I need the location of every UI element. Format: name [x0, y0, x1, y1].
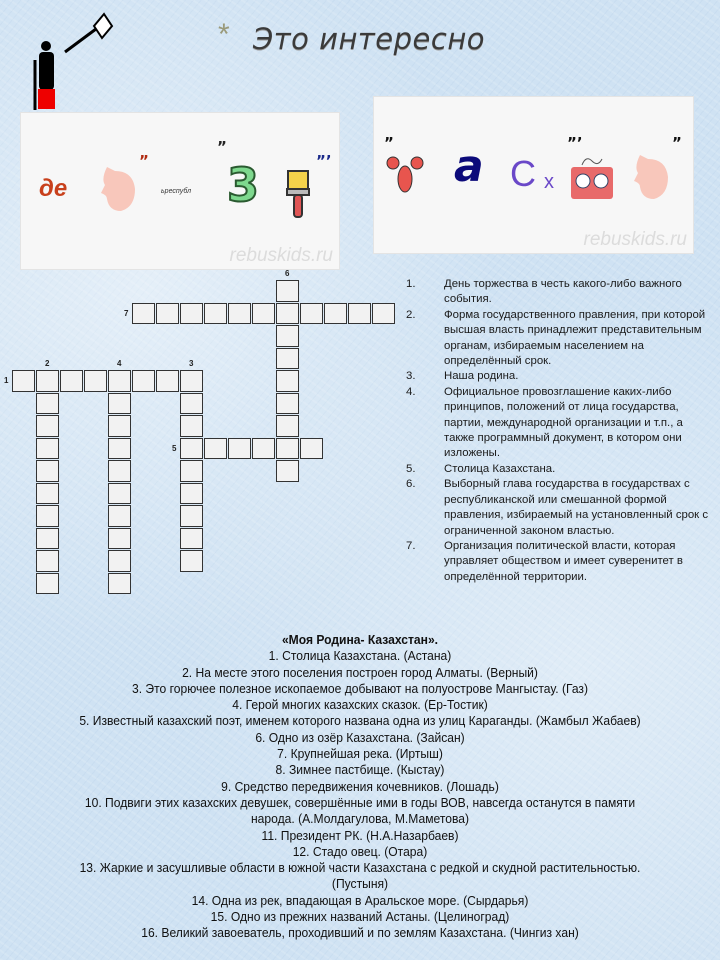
quiz-line: 11. Президент РК. (Н.А.Назарбаев) [261, 827, 459, 843]
clue-text: День торжества в честь какого-либо важного события. [444, 278, 682, 306]
crossword-cell[interactable] [228, 303, 251, 325]
crossword-cell[interactable] [180, 528, 203, 550]
clue-number: 3 [189, 359, 194, 368]
clue-text: Выборный глава государства в государствах с республиканской или смешанной формой правления, избираемый на установленный срок с ограниченной законом властью. [444, 478, 709, 537]
crossword-cell[interactable] [276, 393, 299, 415]
crossword-cell[interactable] [156, 303, 179, 325]
clue-number: 7 [124, 308, 129, 318]
clue-text: Форма государственного правления, при которой высшая власть принадлежит представительным органам, избираемым населением на определённый срок. [444, 308, 706, 368]
crossword-cell[interactable] [108, 528, 131, 550]
crossword-cell[interactable] [156, 370, 179, 392]
quiz-line: (Пустыня) [331, 876, 389, 892]
crossword-cell[interactable] [180, 550, 203, 572]
clue-number: 5 [172, 443, 177, 453]
crossword-cell[interactable] [324, 303, 347, 325]
rebus-fragment: ьреспубл [161, 188, 192, 195]
rebus-letter-c: C [510, 153, 536, 194]
crossword-cell[interactable] [36, 393, 59, 415]
quiz-title: «Моя Родина- Казахстан». [281, 632, 439, 647]
crossword-cell[interactable] [372, 303, 395, 325]
watermark: rebuskids.ru [583, 229, 687, 250]
crossword-cell[interactable] [276, 348, 299, 370]
quiz-line: 6. Одно из озёр Казахстана. (Зайсан) [255, 729, 465, 745]
crossword-cell[interactable] [276, 370, 299, 392]
quiz-line: 2. На месте этого поселения построен город Алматы. (Верный) [182, 664, 538, 680]
clue-number: 6 [285, 269, 290, 278]
crossword-cell[interactable] [300, 303, 323, 325]
crossword-cell[interactable] [252, 438, 275, 460]
clue-number: 2 [45, 359, 50, 368]
quiz-line: 9. Средство передвижения кочевников. (Лошадь) [221, 778, 499, 794]
crossword-cell[interactable] [84, 370, 107, 392]
crossword-cell[interactable] [228, 438, 251, 460]
clue-item [404, 277, 714, 308]
crossword-cell[interactable] [108, 415, 131, 437]
crossword-cell[interactable] [108, 370, 131, 392]
clue-index: 1. [406, 278, 416, 290]
quiz-line: 5. Известный казахский поэт, именем которого названа одна из улиц Караганды. (Жамбыл Жабаев) [79, 713, 641, 729]
quiz-line: 7. Крупнейшая река. (Иртыш) [277, 746, 443, 762]
rebus-quote-mark: ” [217, 138, 227, 156]
crossword-cell[interactable] [108, 505, 131, 527]
crossword-cell[interactable] [180, 415, 203, 437]
crossword-cell[interactable] [60, 370, 83, 392]
rebus-letter-a: a [454, 141, 484, 192]
rebus-quote-mark: ”’ [567, 134, 583, 152]
clue-item [404, 385, 714, 462]
crossword-cell[interactable] [36, 550, 59, 572]
rebus-digit: 3 [227, 158, 260, 212]
rebus-quote-mark: ” [672, 134, 682, 152]
crossword-cell[interactable] [36, 528, 59, 550]
crossword-cell[interactable] [132, 303, 155, 325]
clue-item [404, 539, 714, 585]
crossword-cell[interactable] [204, 438, 227, 460]
quiz-line: народа. (А.Молдагулова, М.Маметова) [250, 811, 470, 827]
crossword-cell[interactable] [348, 303, 371, 325]
crossword-cell[interactable] [108, 438, 131, 460]
quiz-line: 16. Великий завоеватель, проходивший и по землям Казахстана. (Чингиз хан) [141, 925, 579, 941]
clue-item [404, 308, 714, 370]
crossword-cell[interactable] [180, 393, 203, 415]
crossword-cell[interactable] [204, 303, 227, 325]
quiz-line: 10. Подвиги этих казахских девушек, совершённые ими в годы ВОВ, навсегда останутся в памяти [84, 794, 636, 810]
face-profile-icon [630, 153, 670, 201]
crossword-cell[interactable] [36, 460, 59, 482]
stove-icon [568, 153, 616, 203]
crossword-cell[interactable] [180, 370, 203, 392]
crossword-cell[interactable] [36, 415, 59, 437]
clue-item [404, 369, 714, 384]
quiz-line: 3. Это горючее полезное ископаемое добывают на полуострове Мангыстау. (Газ) [131, 680, 589, 696]
crossword-cell[interactable] [300, 438, 323, 460]
crossword-cell[interactable] [276, 415, 299, 437]
crossword-cell[interactable] [180, 483, 203, 505]
quiz-line: 1. Столица Казахстана. (Астана) [268, 648, 452, 664]
clue-text: Столица Казахстана. [444, 462, 556, 475]
crossword-cell[interactable] [108, 460, 131, 482]
crossword-cell[interactable] [252, 303, 275, 325]
clue-number: 4 [117, 359, 122, 368]
crossword-cell[interactable] [108, 573, 131, 595]
crossword-cell[interactable] [108, 393, 131, 415]
crossword-cell[interactable] [180, 505, 203, 527]
quiz-line: 12. Стадо овец. (Отара) [292, 843, 428, 859]
title-bullet: * [218, 18, 230, 51]
crossword-cell[interactable] [276, 460, 299, 482]
crossword-clues [404, 277, 714, 585]
crossword-cell[interactable] [12, 370, 35, 392]
crossword-cell[interactable] [132, 370, 155, 392]
crossword-cell[interactable] [36, 505, 59, 527]
quiz-line: 4. Герой многих казахских сказок. (Ер-Тостик) [232, 697, 488, 713]
quiz-line: 15. Одно из прежних названий Астаны. (Целиноград) [210, 909, 510, 925]
rebus-quote-mark: ”’ [316, 152, 332, 170]
rebus-panel-2 [373, 96, 694, 254]
crossword-cell[interactable] [180, 460, 203, 482]
clue-text: Наша родина. [444, 370, 519, 383]
clue-item [404, 462, 714, 477]
crossword-cell[interactable] [36, 573, 59, 595]
crossword-cell[interactable] [180, 303, 203, 325]
crossword-cell[interactable] [276, 280, 299, 302]
crossword-cell[interactable] [276, 438, 299, 460]
rebus-syllable: де [39, 175, 68, 202]
clue-index: 7. [406, 539, 416, 552]
quiz-line: 8. Зимнее пастбище. (Кыстау) [275, 762, 445, 778]
clue-index: 2. [406, 308, 416, 321]
clue-index: 5. [406, 462, 416, 475]
clue-text: Организация политической власти, которая управляет обществом и имеет суверенитет в определённой территории. [444, 539, 683, 583]
crossword-cell[interactable] [108, 550, 131, 572]
clue-item [404, 477, 714, 539]
crossword-cell[interactable] [276, 325, 299, 347]
quiz-line: 13. Жаркие и засушливые области в южной части Казахстана с редкой и скудной растительностью. [79, 860, 641, 876]
crossword-cell[interactable] [36, 483, 59, 505]
clue-index: 6. [406, 478, 416, 491]
crossword-cell[interactable] [36, 370, 59, 392]
crossword-cell[interactable] [276, 303, 299, 325]
crossword-cell[interactable] [180, 438, 203, 460]
clue-index: 4. [406, 385, 416, 398]
crossword-cell[interactable] [108, 483, 131, 505]
quiz-text [0, 632, 720, 942]
rebus-quote-mark: ” [384, 134, 394, 152]
clue-text: Официальное провозглашение каких-либо принципов, положений от лица государства, партии, международной организации и т.п., а также программный документ, в котором они изложены. [444, 385, 683, 460]
watermark: rebuskids.ru [229, 245, 333, 266]
rebus-letter-x: x [544, 171, 554, 193]
page-title: Это интересно [253, 22, 486, 56]
crossword-cell[interactable] [36, 438, 59, 460]
clue-number: 1 [4, 376, 9, 385]
clue-index: 3. [406, 370, 416, 383]
crossword-grid [0, 0, 400, 600]
rebus-quote-mark: ” [139, 152, 149, 170]
quiz-line: 14. Одна из рек, впадающая в Аральское море. (Сырдарья) [191, 892, 529, 908]
